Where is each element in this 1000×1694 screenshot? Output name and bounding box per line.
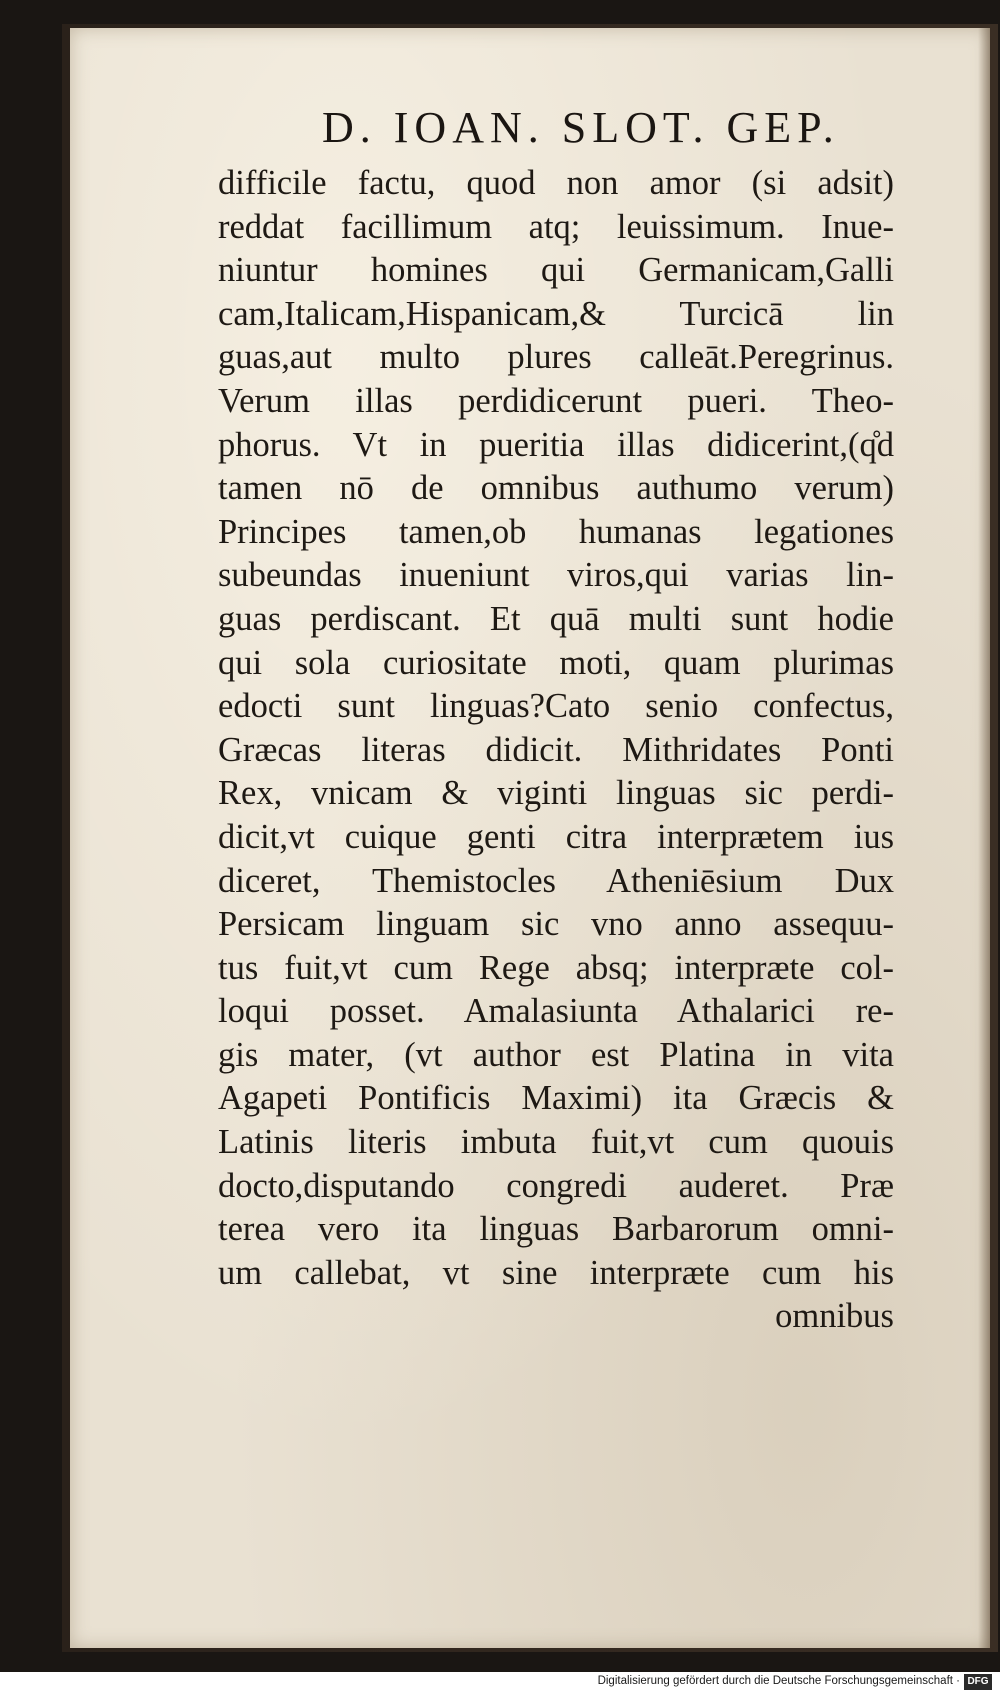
text-line: loqui posset. Amalasiunta Athalarici re- <box>218 992 894 1031</box>
text-line: dicit,vt cuique genti citra interprætem ius <box>218 817 894 856</box>
text-line: qui sola curiositate moti, quam plurimas <box>218 643 894 682</box>
digitization-credit: Digitalisierung gefördert durch die Deutsche Forschungsgemeinschaft · <box>597 1675 960 1687</box>
text-line: tus fuit,vt cum Rege absq; interpræte col- <box>218 948 894 987</box>
text-line: gis mater, (vt author est Platina in vita <box>218 1035 894 1074</box>
dfg-logo: DFG <box>964 1674 992 1690</box>
text-line: guas,aut multo plures calleāt.Peregrinus. <box>218 338 894 377</box>
text-line: subeundas inueniunt viros,qui varias lin- <box>218 556 894 595</box>
text-line: edocti sunt linguas?Cato senio confectus, <box>218 687 894 726</box>
text-line: difficile factu, quod non amor (si adsit) <box>218 164 894 202</box>
text-line: reddat facillimum atq; leuissimum. Inue- <box>218 207 894 246</box>
text-line: Rex, vnicam & viginti linguas sic perdi- <box>218 774 894 813</box>
text-line: um callebat, vt sine interpræte cum his <box>218 1253 894 1292</box>
text-line: Persicam linguam sic vno anno assequu- <box>218 905 894 944</box>
text-line: Principes tamen,ob humanas legationes <box>218 512 894 551</box>
text-line: phorus. Vt in pueritia illas didicerint,(q̊d <box>218 425 894 464</box>
body-text <box>218 162 918 1339</box>
text-line: Verum illas perdidicerunt pueri. Theo- <box>218 381 894 420</box>
text-line: Agapeti Pontificis Maximi) ita Græcis & <box>218 1079 894 1118</box>
text-line: Latinis literis imbuta fuit,vt cum quouis <box>218 1123 894 1162</box>
text-line: diceret, Themistocles Atheniēsium Dux <box>218 861 894 900</box>
running-head: D. IOAN. SLOT. GEP. <box>322 103 840 152</box>
text-line: terea vero ita linguas Barbarorum omni- <box>218 1210 894 1249</box>
page-gutter-shadow <box>978 28 990 1648</box>
catchword: omnibus <box>775 1297 894 1336</box>
text-line: cam,Italicam,Hispanicam,& Turcicā lin <box>218 294 894 333</box>
text-line: docto,disputando congredi auderet. Præ <box>218 1166 894 1205</box>
text-line: Græcas literas didicit. Mithridates Ponti <box>218 730 894 769</box>
text-line: guas perdiscant. Et quā multi sunt hodie <box>218 599 894 638</box>
text-line: niuntur homines qui Germanicam,Galli <box>218 251 894 290</box>
text-line: tamen nō de omnibus authumo verum) <box>218 469 894 508</box>
